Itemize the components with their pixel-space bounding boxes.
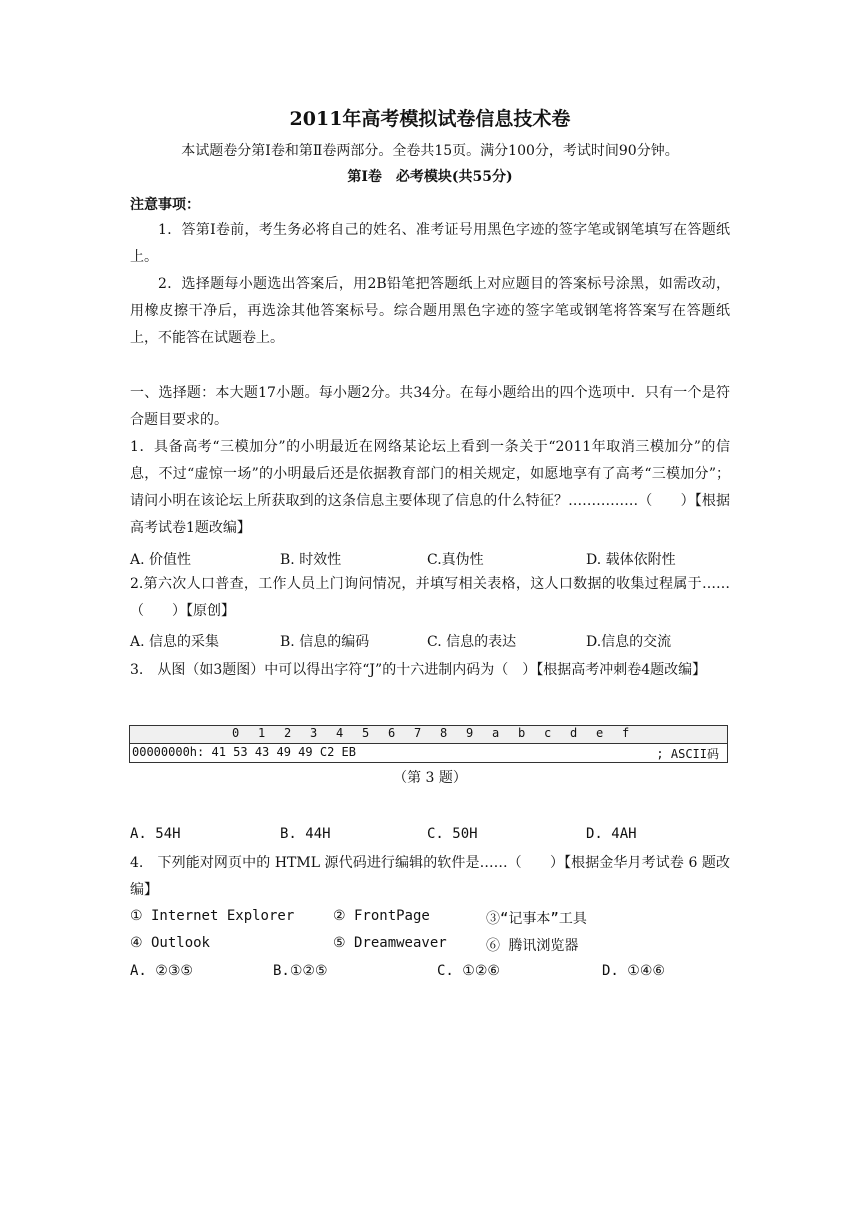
option-c: C. 50H	[427, 826, 478, 842]
option-d: D. ①④⑥	[602, 963, 665, 979]
question-1-options	[130, 549, 750, 571]
hex-column-label: f	[622, 726, 630, 740]
hex-row-bytes: 41 53 43 49 49 C2 EB	[211, 745, 356, 759]
hex-column-label: d	[570, 726, 578, 740]
option-d: D.信息的交流	[586, 634, 672, 650]
option-b: B. 信息的编码	[280, 634, 370, 650]
hex-column-label: b	[518, 726, 526, 740]
software-item: ⑥ 腾讯浏览器	[486, 938, 579, 954]
option-a: A. ②③⑤	[130, 963, 193, 979]
option-a: A. 价值性	[130, 552, 192, 568]
hex-column-label: a	[492, 726, 500, 740]
option-d: D. 4AH	[586, 826, 637, 842]
software-item: ⑤ Dreamweaver	[333, 935, 447, 951]
exam-subtitle: 本试题卷分第Ⅰ卷和第Ⅱ卷两部分。全卷共15页。满分100分，考试时间90分钟。	[181, 143, 679, 159]
hex-row-offset: 00000000h:	[132, 745, 205, 759]
hex-data-row	[132, 745, 356, 759]
hex-column-label: 3	[310, 726, 318, 740]
option-b: B. 时效性	[280, 552, 342, 568]
hex-ascii-column: ; ASCII码	[656, 747, 719, 761]
hex-column-label: 9	[466, 726, 474, 740]
hex-column-label: 7	[414, 726, 422, 740]
hex-column-label: e	[596, 726, 604, 740]
software-item: ③“记事本”工具	[486, 911, 587, 927]
software-item: ④ Outlook	[130, 935, 210, 951]
option-b: B. 44H	[280, 826, 331, 842]
notice-heading: 注意事项：	[130, 197, 200, 213]
notice-item-1: 1．答第Ⅰ卷前，考生务必将自己的姓名、准考证号用黑色字迹的签字笔或钢笔填写在答题纸上。	[130, 222, 730, 265]
option-c: C. ①②⑥	[437, 963, 500, 979]
option-a: A. 54H	[130, 826, 181, 842]
question-2-stem: 2.第六次人口普查，工作人员上门询问情况，并填写相关表格，这人口数据的收集过程属于……（ ）【原创】	[130, 576, 730, 619]
page-title: 2011年高考模拟试卷信息技术卷	[289, 108, 571, 130]
option-c: C.真伪性	[427, 552, 484, 568]
hex-column-label: 2	[284, 726, 292, 740]
question-4-stem: 4. 下列能对网页中的 HTML 源代码进行编辑的软件是……（ ）【根据金华月考试卷 6 题改编】	[130, 855, 730, 898]
notice-item-2: 2．选择题每小题选出答案后，用2B铅笔把答题纸上对应题目的答案标号涂黑，如需改动，用橡皮擦干净后，再选涂其他答案标号。综合题用黑色字迹的签字笔或钢笔将答案写在答题纸上，不能答在试题卷上。	[130, 276, 730, 346]
hex-editor-figure	[129, 725, 728, 763]
option-c: C. 信息的表达	[427, 634, 517, 650]
question-1-stem: 1．具备高考“三模加分”的小明最近在网络某论坛上看到一条关于“2011年取消三模加分”的信息，不过“虚惊一场”的小明最后还是依据教育部门的相关规定，如愿地享有了高考“三模加分”；请问小明在该论坛上所获取到的这条信息主要体现了信息的什么特征？……………（ ）【根据高考试卷1题改编】	[130, 439, 730, 536]
option-d: D. 载体依附性	[586, 552, 676, 568]
section-heading: 第Ⅰ卷 必考模块(共55分)	[347, 169, 513, 185]
software-item: ② FrontPage	[333, 908, 430, 924]
hex-column-label: 1	[258, 726, 266, 740]
option-a: A. 信息的采集	[130, 634, 220, 650]
hex-column-label: 8	[440, 726, 448, 740]
question-2-options	[130, 631, 750, 653]
question-3-options	[130, 826, 750, 848]
question-4-items-row-2	[130, 935, 750, 957]
hex-column-label: 0	[232, 726, 240, 740]
figure-caption: （第 3 题）	[393, 770, 467, 786]
hex-column-label: 6	[388, 726, 396, 740]
question-4-options	[130, 963, 750, 985]
question-4-items-row-1	[130, 908, 750, 930]
hex-column-label: 4	[336, 726, 344, 740]
option-b: B.①②⑤	[273, 963, 328, 979]
part1-intro: 一、选择题：本大题17小题。每小题2分。共34分。在每小题给出的四个选项中．只有一个是符合题目要求的。	[130, 385, 730, 428]
hex-column-label: c	[544, 726, 552, 740]
question-3-stem: 3. 从图（如3题图）中可以得出字符“J”的十六进制内码为（ ）【根据高考冲刺卷4题改编】	[130, 662, 707, 678]
hex-column-label: 5	[362, 726, 370, 740]
software-item: ① Internet Explorer	[130, 908, 295, 924]
hex-column-header	[130, 726, 727, 744]
